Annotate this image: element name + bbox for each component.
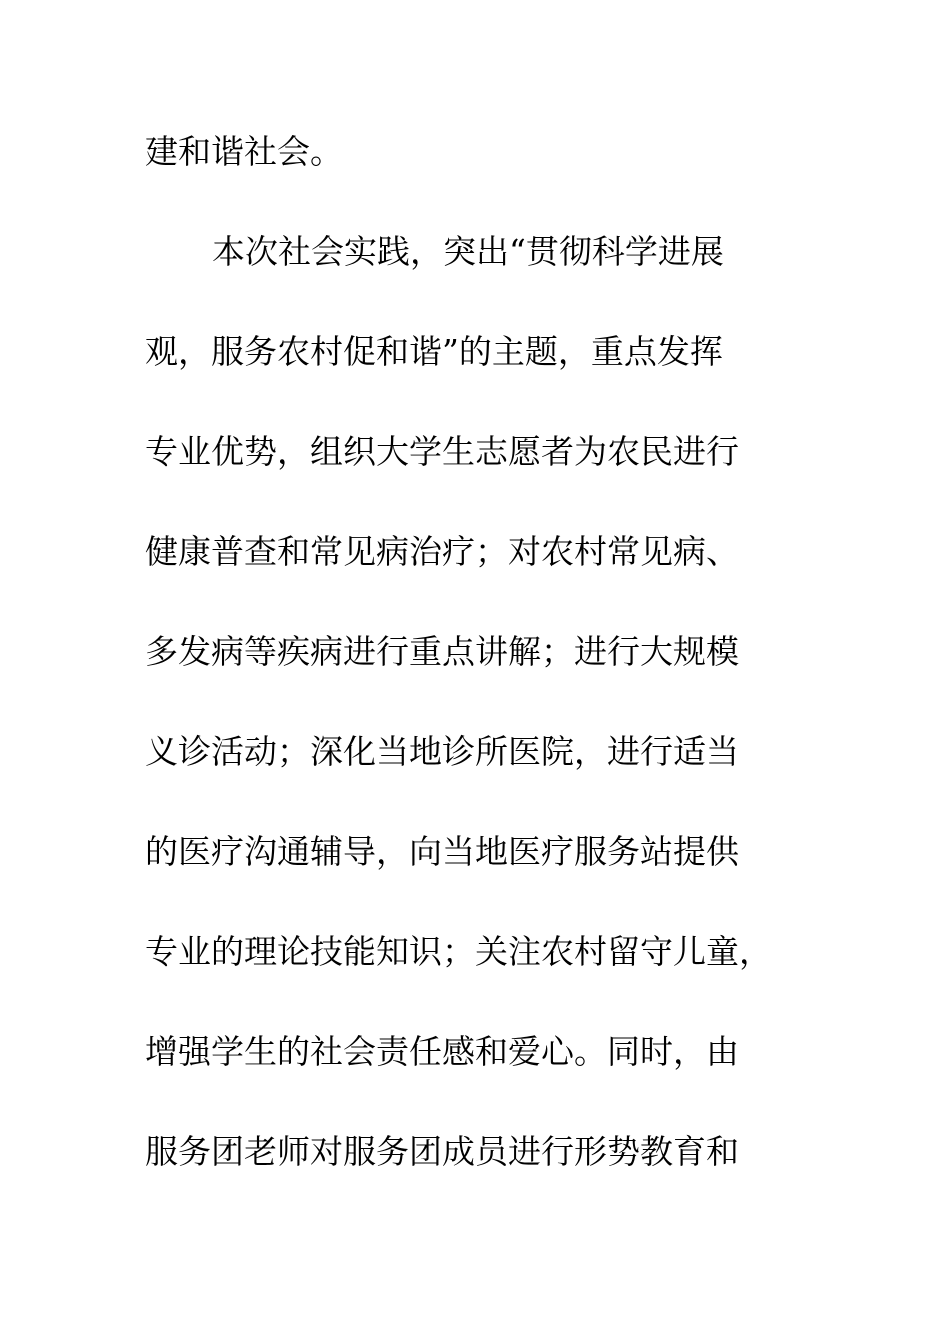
text-line-3: 观，服务农村促和谐”的主题，重点发挥 [145, 332, 723, 371]
text-line-9: 专业的理论技能知识；关注农村留守儿童， [145, 932, 772, 971]
text-line-10: 增强学生的社会责任感和爱心。同时，由 [145, 1032, 739, 1071]
text-line-4: 专业优势，组织大学生志愿者为农民进行 [145, 432, 739, 471]
text-line-2: 本次社会实践，突出“贯彻科学进展 [212, 232, 724, 271]
text-line-11: 服务团老师对服务团成员进行形势教育和 [145, 1132, 739, 1171]
text-line-1: 建和谐社会。 [145, 132, 343, 171]
text-line-7: 义诊活动；深化当地诊所医院，进行适当 [145, 732, 739, 771]
text-line-6: 多发病等疾病进行重点讲解；进行大规模 [145, 632, 739, 671]
text-line-8: 的医疗沟通辅导，向当地医疗服务站提供 [145, 832, 739, 871]
text-line-5: 健康普查和常见病治疗；对农村常见病、 [145, 532, 739, 571]
